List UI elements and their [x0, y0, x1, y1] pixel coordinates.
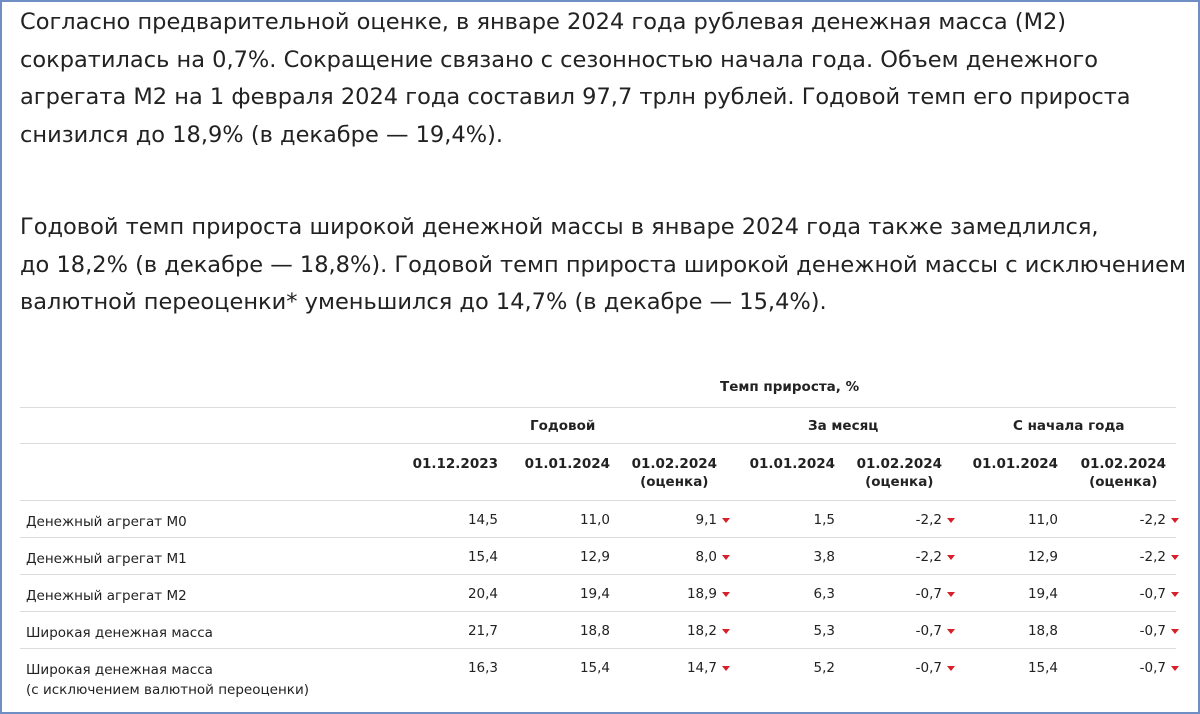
table-cell [1091, 660, 1179, 676]
paragraph-line: сократилась на 0,7%. Сокращение связано с сезонностью начала года. Объем денежного [20, 46, 1099, 73]
table-cell [1091, 623, 1179, 639]
table-group-header-row [20, 408, 1176, 444]
table-cell [540, 549, 610, 565]
table-cell [765, 660, 835, 676]
cell-value: -0,7 [1139, 623, 1166, 639]
date-header-date: 01.02.2024 [631, 456, 717, 472]
paragraph-broad-money [20, 209, 1186, 322]
triangle-down-icon [1171, 555, 1179, 560]
date-header-date: 01.02.2024 [856, 456, 942, 472]
triangle-down-icon [1171, 592, 1179, 597]
table-cell [428, 512, 498, 528]
table-cell [540, 512, 610, 528]
row-label [26, 660, 309, 700]
table-cell [988, 660, 1058, 676]
row-label [26, 586, 187, 606]
cell-value: 8,0 [695, 549, 717, 565]
paragraph-line: Согласно предварительной оценке, в январе 2024 года рублевая денежная масса (М2) [20, 9, 1067, 35]
row-label-subtext: (с исключением валютной переоценки) [26, 682, 310, 698]
triangle-down-icon [722, 555, 730, 560]
table-cell [642, 586, 730, 602]
cell-value: 5,3 [813, 623, 835, 639]
cell-value: 16,3 [467, 660, 498, 676]
table-cell [867, 660, 955, 676]
cell-value: 5,2 [813, 660, 835, 676]
triangle-down-icon [722, 592, 730, 597]
cell-value: 19,4 [1027, 586, 1058, 602]
triangle-down-icon [1171, 666, 1179, 671]
table-cell [540, 623, 610, 639]
row-label-text: Денежный агрегат М0 [26, 514, 187, 530]
cell-value: 9,1 [695, 512, 717, 528]
table-cell [867, 512, 955, 528]
date-header [750, 455, 835, 473]
cell-value: -0,7 [915, 586, 942, 602]
triangle-down-icon [1171, 629, 1179, 634]
cell-value: 14,5 [467, 512, 498, 528]
cell-value: -2,2 [1139, 512, 1166, 528]
table-cell [867, 623, 955, 639]
cell-value: 18,2 [686, 623, 717, 639]
table-caption-row [20, 368, 1176, 408]
table-cell [428, 549, 498, 565]
paragraph-line: агрегата М2 на 1 февраля 2024 года составил 97,7 трлн рублей. Годовой темп его прироста [20, 84, 1131, 110]
table-cell [642, 512, 730, 528]
row-label [26, 512, 187, 532]
paragraph-line: снизился до 18,9% (в декабре — 19,4%). [20, 121, 504, 148]
triangle-down-icon [1171, 518, 1179, 523]
cell-value: 18,8 [1027, 623, 1058, 639]
cell-value: -2,2 [1139, 549, 1166, 565]
table-row [20, 538, 1176, 575]
group-header-annual: Годовой [530, 418, 596, 434]
table-cell [540, 660, 610, 676]
cell-value: -0,7 [1139, 660, 1166, 676]
cell-value: -0,7 [1139, 586, 1166, 602]
cell-value: 12,9 [1027, 549, 1058, 565]
table-cell [428, 623, 498, 639]
cell-value: 19,4 [579, 586, 610, 602]
table-cell [642, 623, 730, 639]
triangle-down-icon [947, 555, 955, 560]
triangle-down-icon [947, 666, 955, 671]
date-header [857, 455, 942, 491]
table-row [20, 649, 1176, 703]
group-header-ytd: С начала года [1013, 418, 1125, 434]
date-header-date: 01.12.2023 [412, 456, 498, 472]
date-header-date: 01.01.2024 [524, 456, 610, 472]
table-cell [988, 549, 1058, 565]
table-cell [867, 549, 955, 565]
paragraph-m2-summary [20, 4, 1180, 154]
table-cell [1091, 586, 1179, 602]
cell-value: 20,4 [467, 586, 498, 602]
cell-value: -2,2 [915, 512, 942, 528]
table-cell [867, 586, 955, 602]
cell-value: -2,2 [915, 549, 942, 565]
triangle-down-icon [722, 666, 730, 671]
triangle-down-icon [722, 629, 730, 634]
date-header-note: (оценка) [1089, 474, 1158, 490]
cell-value: -0,7 [915, 623, 942, 639]
table-cell [642, 549, 730, 565]
cell-value: 1,5 [813, 512, 835, 528]
table-cell [765, 512, 835, 528]
row-label-text: Широкая денежная масса [26, 625, 213, 641]
paragraph-line: Годовой темп прироста широкой денежной массы в январе 2024 года также замедлился, [20, 214, 1099, 240]
cell-value: 11,0 [579, 512, 610, 528]
triangle-down-icon [947, 592, 955, 597]
date-header [525, 455, 610, 473]
table-cell [428, 660, 498, 676]
cell-value: 15,4 [1027, 660, 1058, 676]
table-cell [765, 586, 835, 602]
table-cell [988, 586, 1058, 602]
cell-value: 18,8 [579, 623, 610, 639]
date-header-date: 01.01.2024 [749, 456, 835, 472]
date-header-date: 01.02.2024 [1080, 456, 1166, 472]
row-label [26, 549, 187, 569]
cell-value: 15,4 [579, 660, 610, 676]
date-header [1081, 455, 1166, 491]
triangle-down-icon [947, 518, 955, 523]
cell-value: 14,7 [686, 660, 717, 676]
cell-value: 11,0 [1027, 512, 1058, 528]
table-cell [1091, 549, 1179, 565]
date-header [632, 455, 717, 491]
table-cell [642, 660, 730, 676]
cell-value: 15,4 [467, 549, 498, 565]
table-cell [988, 512, 1058, 528]
cell-value: 12,9 [579, 549, 610, 565]
cell-value: 3,8 [813, 549, 835, 565]
table-cell [765, 623, 835, 639]
table-caption: Темп прироста, % [720, 379, 860, 395]
table-cell [988, 623, 1058, 639]
row-label [26, 623, 213, 643]
table-cell [428, 586, 498, 602]
table-date-header-row [20, 444, 1176, 501]
date-header-note: (оценка) [865, 474, 934, 490]
cell-value: 6,3 [813, 586, 835, 602]
paragraph-line: валютной переоценки* уменьшился до 14,7% (в декабре — 15,4%). [20, 289, 827, 315]
table-row [20, 501, 1176, 538]
row-label-text: Денежный агрегат М2 [26, 588, 187, 604]
date-header [413, 455, 498, 473]
row-label-text: Широкая денежная масса [26, 662, 213, 678]
cell-value: -0,7 [915, 660, 942, 676]
paragraph-line: до 18,2% (в декабре — 18,8%). Годовой темп прироста широкой денежной массы с исключением [20, 251, 1186, 278]
cell-value: 18,9 [686, 586, 717, 602]
cell-value: 21,7 [467, 623, 498, 639]
triangle-down-icon [947, 629, 955, 634]
date-header [973, 455, 1058, 473]
date-header-note: (оценка) [640, 474, 709, 490]
group-header-month: За месяц [808, 418, 879, 434]
table-row [20, 575, 1176, 612]
row-label-text: Денежный агрегат М1 [26, 551, 187, 567]
table-row [20, 612, 1176, 649]
triangle-down-icon [722, 518, 730, 523]
table-cell [765, 549, 835, 565]
table-cell [540, 586, 610, 602]
date-header-date: 01.01.2024 [972, 456, 1058, 472]
table-cell [1091, 512, 1179, 528]
